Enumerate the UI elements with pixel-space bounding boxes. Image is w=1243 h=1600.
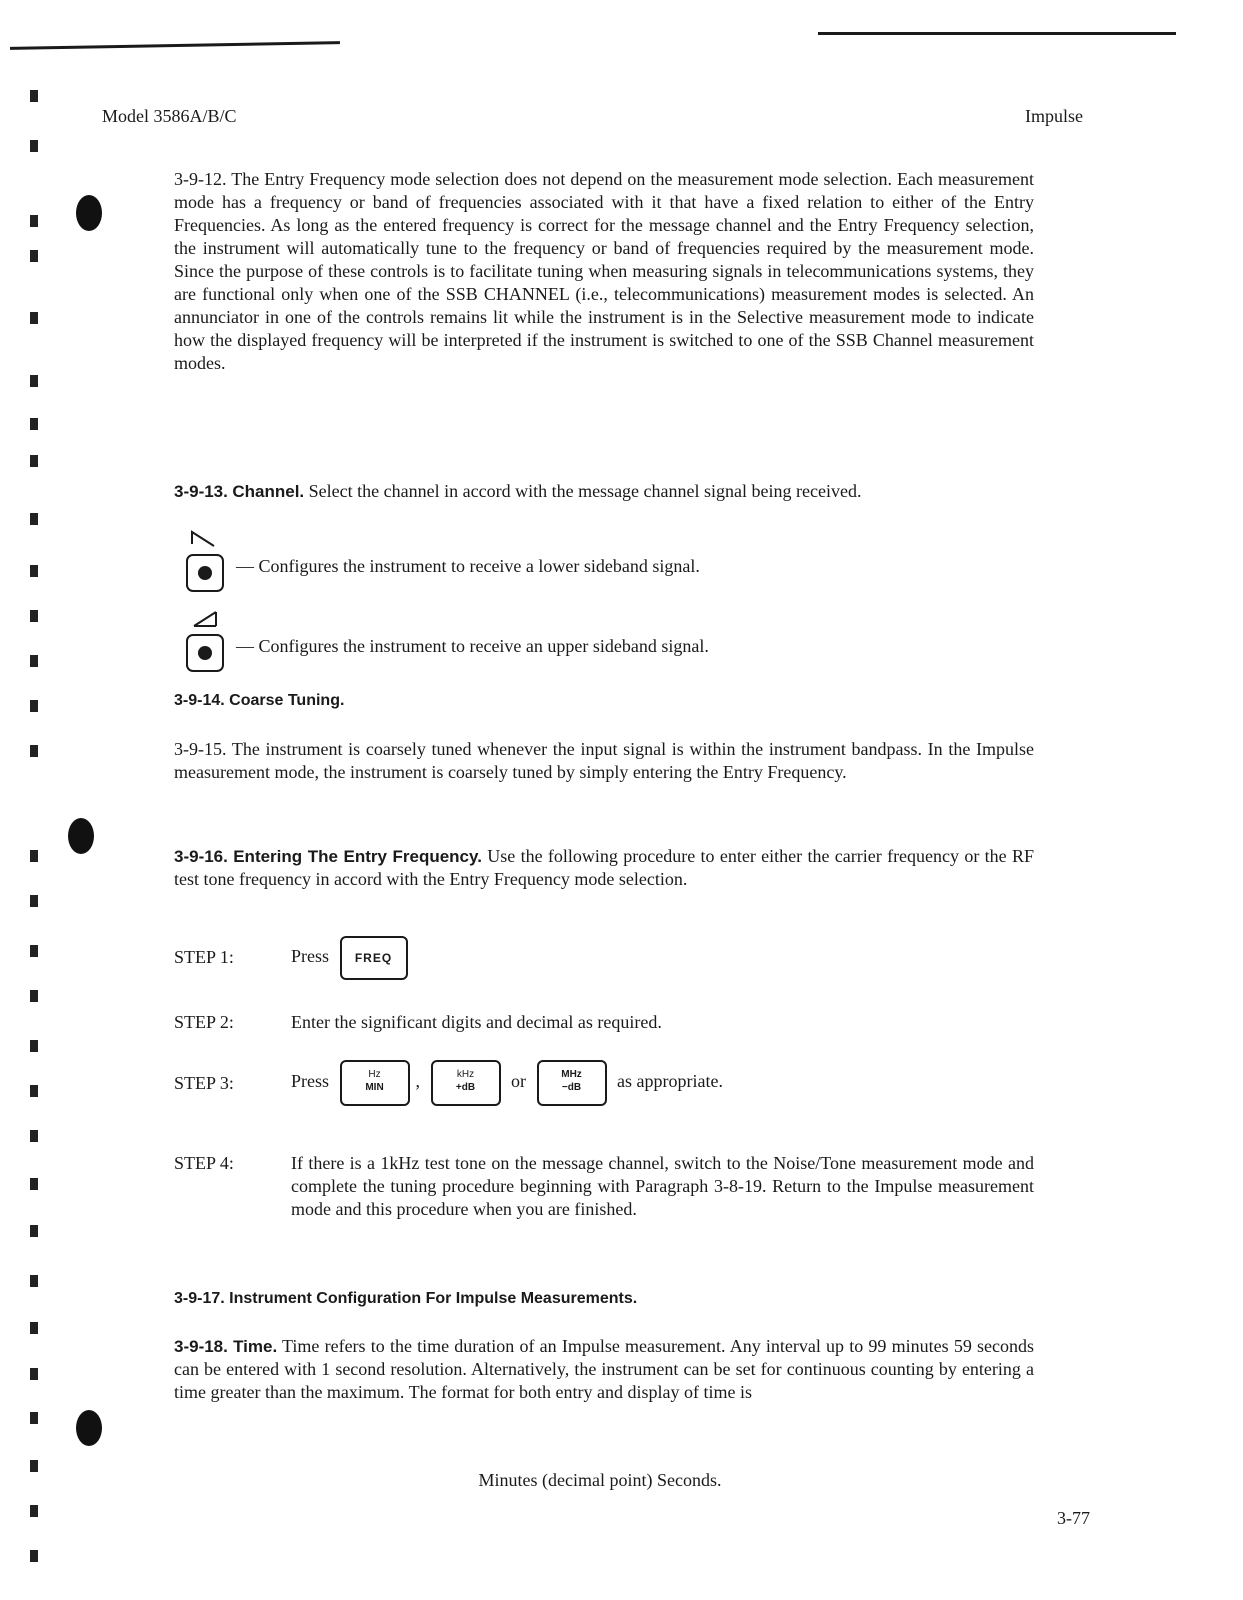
paragraph-text: Select the channel in accord with the message channel signal being received.	[308, 481, 862, 501]
paragraph-title: Time.	[233, 1337, 278, 1356]
key-bottom-label: −dB	[561, 1082, 582, 1093]
as-appropriate-text: as appropriate.	[617, 1071, 723, 1092]
paragraph-text: Time refers to the time duration of an Impulse measurement. Any interval up to 99 minutes 59 seconds can be entered with 1 second resolution. Alternatively, the instrument can be set for continuous counting by entering a time greater than the maximum. The format for both entry and display of time is	[174, 1336, 1034, 1402]
press-text: Press	[291, 946, 330, 967]
paragraph-title: Entering The Entry Frequency.	[233, 847, 482, 866]
scan-top-left-rule	[10, 41, 340, 50]
key-top-label: kHz	[456, 1069, 475, 1080]
press-text: Press	[291, 1071, 330, 1092]
lower-sideband-description: — Configures the instrument to receive a lower sideband signal.	[236, 556, 700, 576]
key-top-label: MHz	[561, 1069, 582, 1080]
step-label: STEP 2:	[174, 1012, 234, 1032]
paragraph-3-9-12: 3-9-12. The Entry Frequency mode selection does not depend on the measurement mode selection. Each measurement mode has a frequency or band of frequencies associated with it that have a fixed relation to either of the Entry Frequencies. As long as the entered frequency is correct for the message channel and the Entry Frequency selection, the instrument will automatically tune to the frequency or band of frequencies required by the measurement mode. Since the purpose of these controls is to facilitate tuning when measuring signals in telecommunications systems, they are functional only when one of the SSB CHANNEL (i.e., telecommunications) measurement modes is selected. An annunciator in one of the controls remains lit while the instrument is in the Selective measurement mode to indicate how the displayed frequency will be interpreted if the instrument is switched to one of the SSB Channel measurement modes.	[174, 169, 1034, 373]
mhz-minus-db-key[interactable]	[537, 1060, 607, 1106]
paragraph-number: 3-9-16.	[174, 847, 228, 866]
step-text	[291, 1060, 1034, 1106]
paragraph-3-9-16	[174, 845, 1034, 891]
hole-punch	[68, 818, 94, 854]
comma: ,	[415, 1071, 421, 1092]
upper-sideband-button[interactable]	[186, 634, 224, 672]
step-text: Enter the significant digits and decimal as required.	[291, 1012, 662, 1032]
lower-sideband-button[interactable]	[186, 554, 224, 592]
step-4	[174, 1152, 1034, 1252]
hole-punch	[76, 1410, 102, 1446]
hole-punch	[76, 195, 102, 231]
step-label: STEP 1:	[174, 947, 234, 967]
paragraph-3-9-18	[174, 1335, 1034, 1404]
header-section: Impulse	[1025, 106, 1083, 126]
step-text: If there is a 1kHz test tone on the message channel, switch to the Noise/Tone measurement mode and complete the tuning procedure beginning with Paragraph 3-8-19. Return to the Impulse measurement mode and this procedure when you are finished.	[291, 1153, 1034, 1219]
paragraph-number: 3-9-13.	[174, 482, 228, 501]
paragraph-number: 3-9-18.	[174, 1337, 228, 1356]
key-bottom-label: +dB	[455, 1082, 476, 1093]
step-1	[174, 946, 1034, 996]
upper-sideband-icon	[186, 610, 226, 634]
lower-sideband-icon	[186, 530, 226, 554]
paragraph-3-9-13	[174, 480, 1034, 503]
upper-sideband-description: — Configures the instrument to receive an upper sideband signal.	[236, 636, 709, 656]
step-3	[174, 1069, 1034, 1122]
paragraph-3-9-15: 3-9-15. The instrument is coarsely tuned whenever the input signal is within the instrument bandpass. In the Impulse measurement mode, the instrument is coarsely tuned by simply entering the Entry Frequency.	[174, 739, 1034, 782]
step-label: STEP 3:	[174, 1073, 234, 1093]
heading-3-9-17: 3-9-17. Instrument Configuration For Impulse Measurements.	[174, 1290, 638, 1307]
hz-min-key[interactable]	[340, 1060, 410, 1106]
paragraph-title: Channel.	[232, 482, 305, 501]
paragraph-text: Use the following procedure to enter either the carrier frequency or the RF test tone frequency in accord with the Entry Frequency mode selection.	[174, 846, 1035, 889]
time-format: Minutes (decimal point) Seconds.	[478, 1470, 722, 1490]
page-number: 3-77	[1057, 1508, 1090, 1528]
scan-top-right-rule	[818, 32, 1176, 35]
key-bottom-label: MIN	[365, 1082, 384, 1093]
heading-3-9-14: 3-9-14. Coarse Tuning.	[174, 692, 345, 709]
step-2	[174, 1011, 1034, 1041]
or-text: or	[511, 1071, 527, 1092]
step-label: STEP 4:	[174, 1153, 234, 1173]
freq-key[interactable]: FREQ	[340, 936, 408, 980]
khz-plus-db-key[interactable]	[431, 1060, 501, 1106]
key-top-label: Hz	[368, 1069, 381, 1080]
step-text	[291, 936, 1034, 980]
header-model: Model 3586A/B/C	[102, 106, 237, 126]
